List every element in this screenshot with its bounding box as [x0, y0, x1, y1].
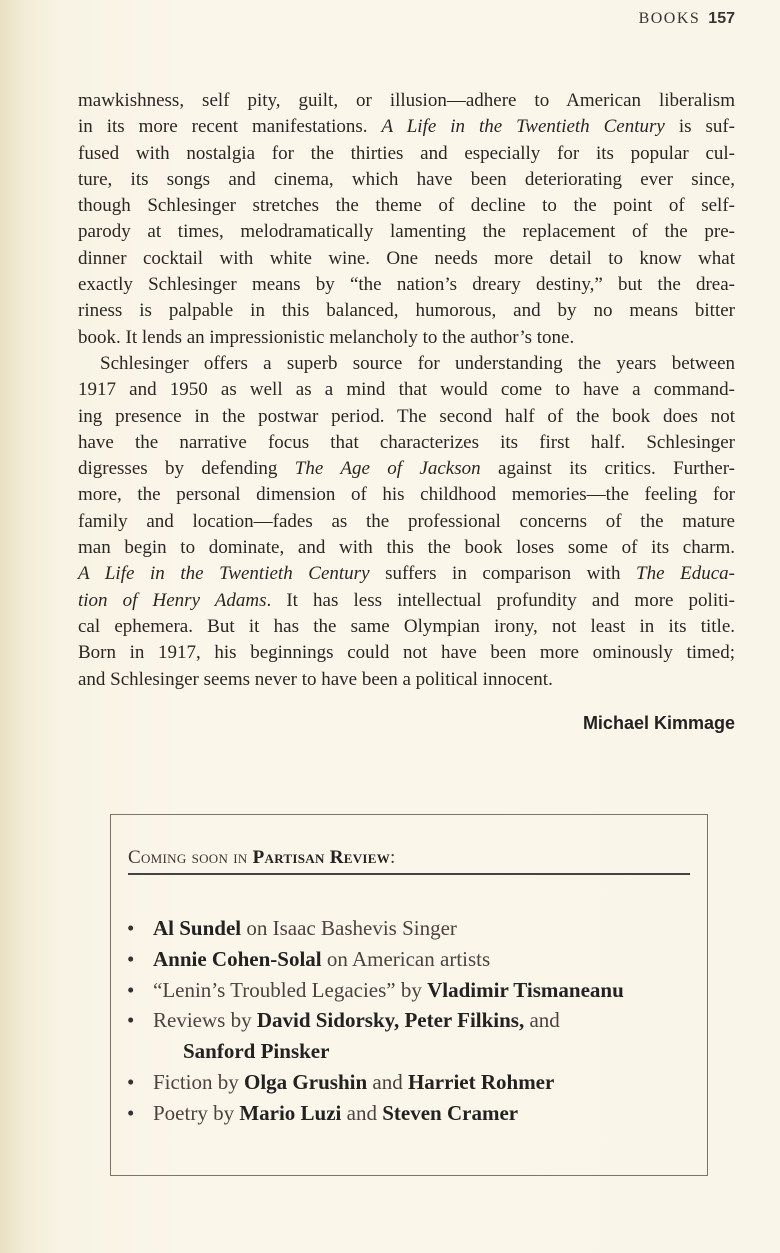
- text-segment: book. It lends an impressionistic melancholy to the author’s tone.: [78, 326, 575, 348]
- text-line: [78, 404, 735, 430]
- coming-soon-box: [110, 814, 708, 1176]
- text-segment: ture, its songs and cinema, which have been deteriorating ever since,: [78, 168, 735, 190]
- text-segment: more, the personal dimension of his childhood memories—the feeling for: [78, 484, 735, 506]
- text-line: [78, 667, 735, 693]
- text-line: [78, 141, 735, 167]
- topic: Fiction by: [153, 1069, 245, 1094]
- text-line: [78, 640, 735, 666]
- coming-soon-heading: [128, 847, 690, 875]
- running-header: [639, 10, 735, 28]
- list-item: [125, 913, 624, 944]
- text-segment: . It has less intellectual profundity and more politi-: [266, 589, 735, 611]
- text-segment: cal ephemera. But it has the same Olympian irony, not least in its title.: [78, 615, 735, 637]
- text-line: [78, 430, 735, 456]
- topic: Reviews by: [153, 1008, 257, 1033]
- conjunction: and: [524, 1008, 560, 1033]
- review-body-text: [78, 88, 735, 693]
- text-line: [78, 298, 735, 324]
- book-title: The Age of Jackson: [294, 458, 481, 480]
- section-title: BOOKS: [638, 10, 701, 27]
- text-line: [78, 88, 735, 114]
- text-segment: have the narrative focus that characterizes its first half. Schlesinger: [78, 431, 735, 453]
- text-segment: Schlesinger offers a superb source for understanding the years between: [100, 352, 735, 374]
- heading-colon: :: [390, 847, 396, 868]
- text-segment: mawkishness, self pity, guilt, or illusion—adhere to American liberalism: [78, 90, 735, 111]
- heading-prefix: Coming soon in: [128, 847, 253, 868]
- text-line: [78, 351, 735, 377]
- text-segment: against its critics. Further-: [480, 458, 735, 480]
- text-line: [78, 219, 735, 245]
- list-item: [125, 944, 624, 975]
- text-segment: dinner cocktail with white wine. One needs more detail to know what: [78, 247, 735, 269]
- book-title: tion of Henry Adams: [78, 589, 267, 611]
- text-line: [78, 114, 735, 140]
- contributor: Al Sundel: [153, 916, 242, 940]
- topic: on American artists: [321, 946, 491, 971]
- text-segment: parody at times, melodramatically lamenting the replacement of the pre-: [78, 221, 735, 243]
- contributor: Olga Grushin: [244, 1069, 368, 1094]
- text-line: [78, 535, 735, 561]
- text-segment: in its more recent manifestations.: [78, 116, 382, 138]
- text-segment: is suf-: [664, 116, 735, 138]
- contributor: Steven Cramer: [382, 1100, 519, 1125]
- text-line: [78, 482, 735, 508]
- contributor: David Sidorsky, Peter Filkins,: [256, 1008, 525, 1033]
- contributor: Annie Cohen-Solal: [153, 946, 322, 971]
- text-segment: ing presence in the postwar period. The second half of the book does not: [78, 405, 735, 427]
- text-segment: suffers in comparison with: [369, 563, 637, 585]
- author-signature: Michael Kimmage: [582, 713, 735, 733]
- text-line: [78, 377, 735, 403]
- book-title: A Life in the Twentieth Century: [78, 563, 370, 585]
- text-segment: though Schlesinger stretches the theme of decline to the point of self-: [78, 195, 735, 217]
- contributor: Sanford Pinsker: [183, 1039, 330, 1064]
- topic: on Isaac Bashevis Singer: [241, 916, 457, 940]
- topic: Poetry by: [153, 1100, 240, 1125]
- conjunction: and: [367, 1069, 408, 1094]
- text-segment: digresses by defending: [78, 458, 295, 480]
- contributor: Vladimir Tismaneanu: [427, 977, 624, 1002]
- text-line: [78, 272, 735, 298]
- page-number: 157: [708, 10, 735, 27]
- text-segment: man begin to dominate, and with this the book loses some of its charm.: [78, 537, 735, 559]
- journal-title: Partisan Review: [252, 847, 391, 868]
- text-segment: 1917 and 1950 as well as a mind that would come to have a command-: [78, 379, 735, 401]
- list-item: [125, 975, 624, 1006]
- contributor: Mario Luzi: [239, 1100, 342, 1125]
- text-line: [78, 588, 735, 614]
- text-segment: riness is palpable in this balanced, humorous, and by no means bitter: [78, 300, 735, 322]
- text-line: [78, 456, 735, 482]
- text-segment: fused with nostalgia for the thirties and especially for its popular cul-: [78, 142, 735, 164]
- text-line: [78, 509, 735, 535]
- text-line: [78, 561, 735, 587]
- list-item: [125, 1067, 624, 1098]
- book-title: A Life in the Twentieth Century: [381, 116, 665, 138]
- book-title: The Educa-: [636, 563, 736, 585]
- text-line: [78, 193, 735, 219]
- conjunction: and: [341, 1100, 383, 1125]
- list-item: [125, 1098, 624, 1129]
- coming-soon-list: [125, 913, 624, 1129]
- text-segment: exactly Schlesinger means by “the nation’s dreary destiny,” but the drea-: [78, 274, 735, 296]
- text-line: [78, 246, 735, 272]
- text-line: [78, 325, 735, 351]
- text-segment: and Schlesinger seems never to have been a political innocent.: [78, 668, 553, 690]
- text-segment: Born in 1917, his beginnings could not have been more ominously timed;: [78, 642, 735, 664]
- text-segment: family and location—fades as the professional concerns of the mature: [78, 510, 735, 532]
- contributor: Harriet Rohmer: [407, 1069, 555, 1094]
- text-line: [78, 614, 735, 640]
- topic: “Lenin’s Troubled Legacies” by: [153, 977, 428, 1002]
- list-item: [125, 1005, 624, 1067]
- text-line: [78, 167, 735, 193]
